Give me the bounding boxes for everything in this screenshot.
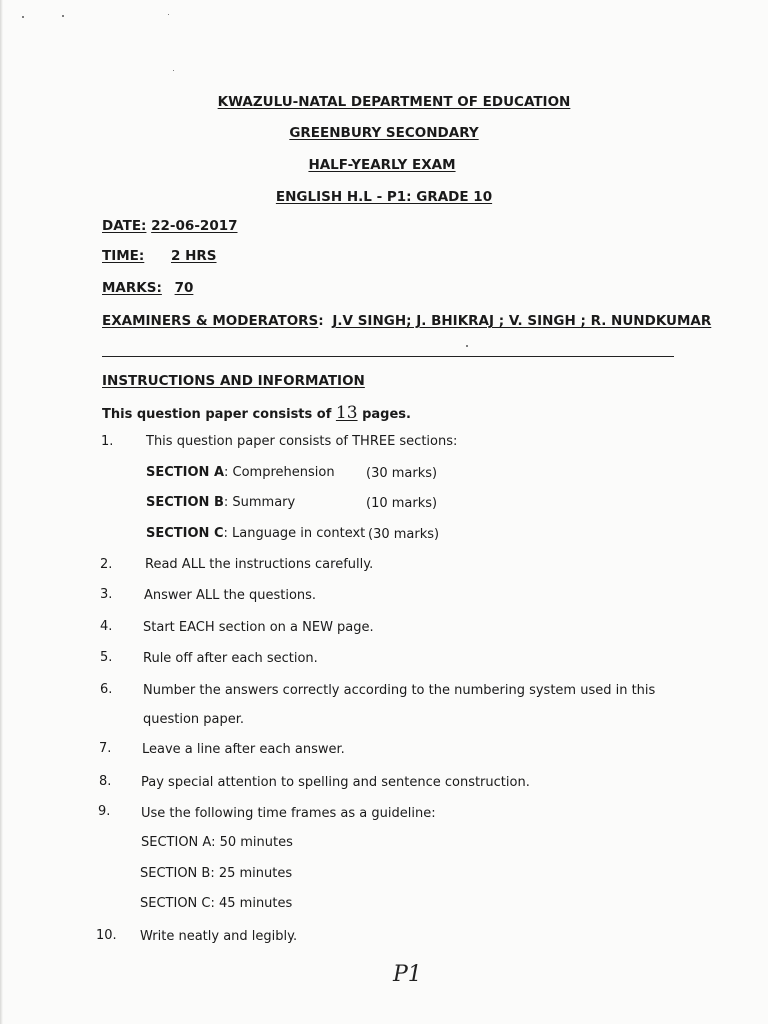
scan-speck <box>62 15 64 17</box>
scan-edge <box>0 0 3 1024</box>
section-marks: (10 marks) <box>366 496 438 511</box>
item-number: 5. <box>100 650 113 665</box>
divider-line <box>102 356 674 357</box>
examiners-value: J.V SINGH; J. BHIKRAJ ; V. SINGH ; R. NUNDKUMAR <box>332 313 712 329</box>
item-text: This question paper consists of THREE sections: <box>146 434 458 449</box>
time-frame: SECTION C: 45 minutes <box>140 896 293 911</box>
scan-speck <box>22 16 24 18</box>
item-text: Start EACH section on a NEW page. <box>143 620 374 635</box>
section-marks: (30 marks) <box>366 466 438 481</box>
item-number: 1. <box>101 434 114 449</box>
item-number: 3. <box>100 587 113 602</box>
item-number: 10. <box>96 928 117 943</box>
school-heading: GREENBURY SECONDARY <box>289 125 479 141</box>
item-text: Answer ALL the questions. <box>144 588 317 603</box>
pages-line: This question paper consists of 13 pages. <box>102 403 411 423</box>
examiners-label: EXAMINERS & MODERATORS <box>102 313 319 329</box>
marks-value: 70 <box>174 280 194 296</box>
item-text-continued: question paper. <box>143 712 245 727</box>
item-text: Read ALL the instructions carefully. <box>145 557 374 572</box>
item-text: Pay special attention to spelling and sentence construction. <box>141 775 530 790</box>
item-number: 8. <box>99 774 112 789</box>
marks-line <box>102 280 193 296</box>
time-frame: SECTION A: 50 minutes <box>141 835 293 850</box>
section-row: SECTION B: Summary <box>146 495 296 510</box>
item-text: Use the following time frames as a guideline: <box>141 806 436 821</box>
item-text: Number the answers correctly according to the numbering system used in this <box>143 683 656 698</box>
item-number: 9. <box>98 804 111 819</box>
section-marks: (30 marks) <box>368 527 440 542</box>
date-value: 22-06-2017 <box>151 218 238 234</box>
item-number: 2. <box>100 557 113 572</box>
section-row: SECTION A: Comprehension <box>146 465 335 480</box>
exam-heading: HALF-YEARLY EXAM <box>308 157 456 173</box>
instructions-title: INSTRUCTIONS AND INFORMATION <box>102 373 365 389</box>
pages-count: 13 <box>335 403 358 423</box>
item-text: Write neatly and legibly. <box>140 929 298 944</box>
subject-heading: ENGLISH H.L - P1: GRADE 10 <box>275 189 493 205</box>
time-label: TIME: <box>102 248 145 264</box>
time-frame: SECTION B: 25 minutes <box>140 866 293 881</box>
scan-speck <box>466 345 468 347</box>
item-text: Leave a line after each answer. <box>142 742 345 757</box>
time-value: 2 HRS <box>171 248 217 264</box>
examiners-line: EXAMINERS & MODERATORS: J.V SINGH; J. BHIKRAJ ; V. SINGH ; R. NUNDKUMAR <box>102 313 712 329</box>
item-text: Rule off after each section. <box>143 651 318 666</box>
scan-speck <box>168 14 169 15</box>
time-line <box>102 248 217 264</box>
date-line <box>102 218 238 234</box>
item-number: 7. <box>99 741 112 756</box>
department-heading: KWAZULU-NATAL DEPARTMENT OF EDUCATION <box>217 94 571 110</box>
marks-label: MARKS: <box>102 280 162 296</box>
item-number: 4. <box>100 619 113 634</box>
page-mark: P1 <box>393 962 422 987</box>
date-label: DATE: <box>102 218 147 234</box>
item-number: 6. <box>100 682 113 697</box>
scan-speck <box>173 70 174 71</box>
section-row: SECTION C: Language in context <box>146 526 366 541</box>
